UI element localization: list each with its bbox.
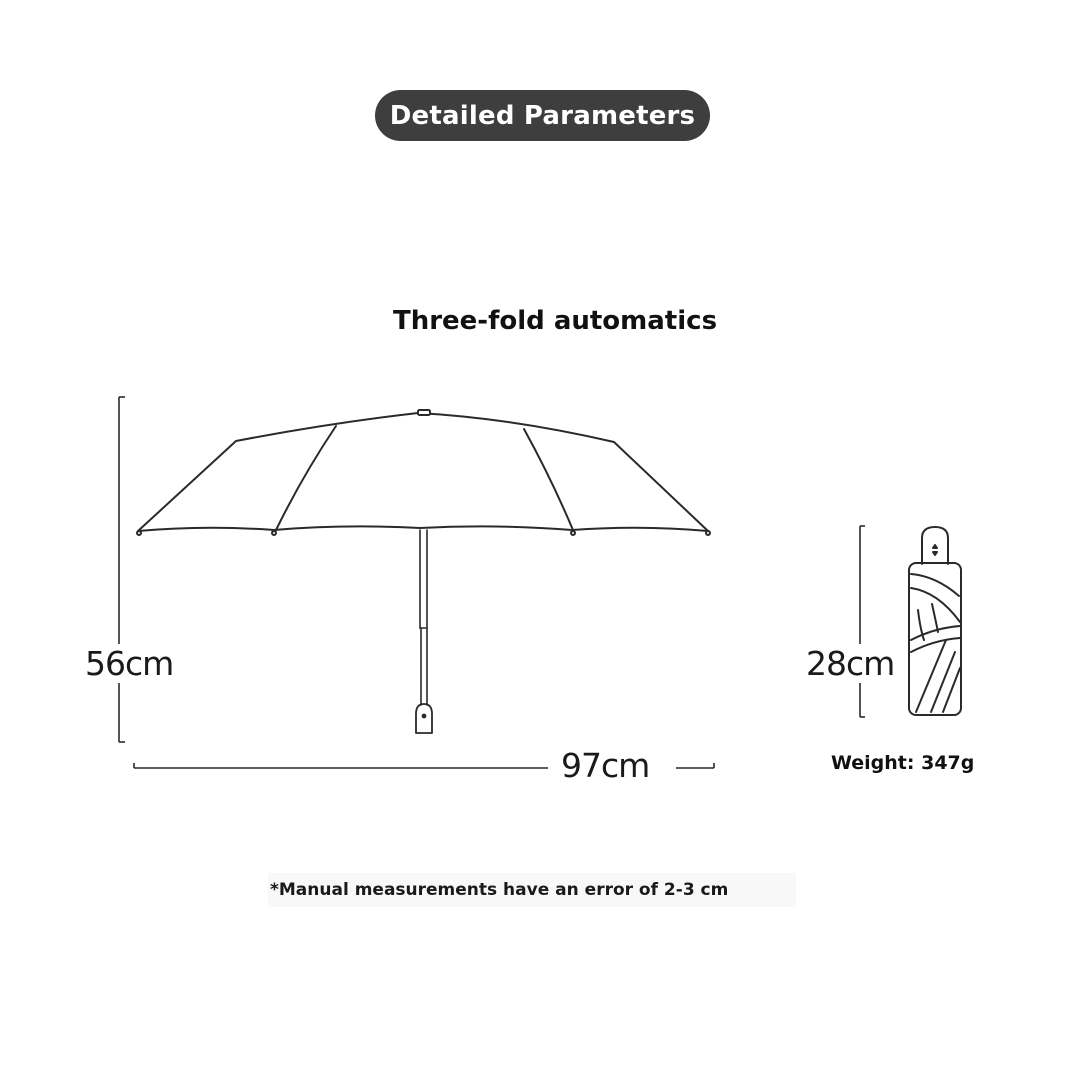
section-title: Detailed Parameters	[389, 100, 696, 131]
open-umbrella-icon	[137, 410, 710, 733]
product-type-label: Three-fold automatics	[392, 306, 718, 336]
measurement-note	[268, 873, 796, 907]
folded-umbrella-icon	[909, 527, 961, 715]
folded-length-label: 28cm	[806, 644, 895, 683]
measurement-note-text: *Manual measurements have an error of 2-3 cm	[270, 880, 729, 900]
weight-label: Weight: 347g	[831, 752, 975, 774]
open-height-label: 56cm	[85, 644, 174, 683]
folded-length-dimension-line	[860, 526, 865, 717]
open-width-label: 97cm	[553, 746, 657, 785]
open-height-dimension-line	[119, 397, 125, 742]
